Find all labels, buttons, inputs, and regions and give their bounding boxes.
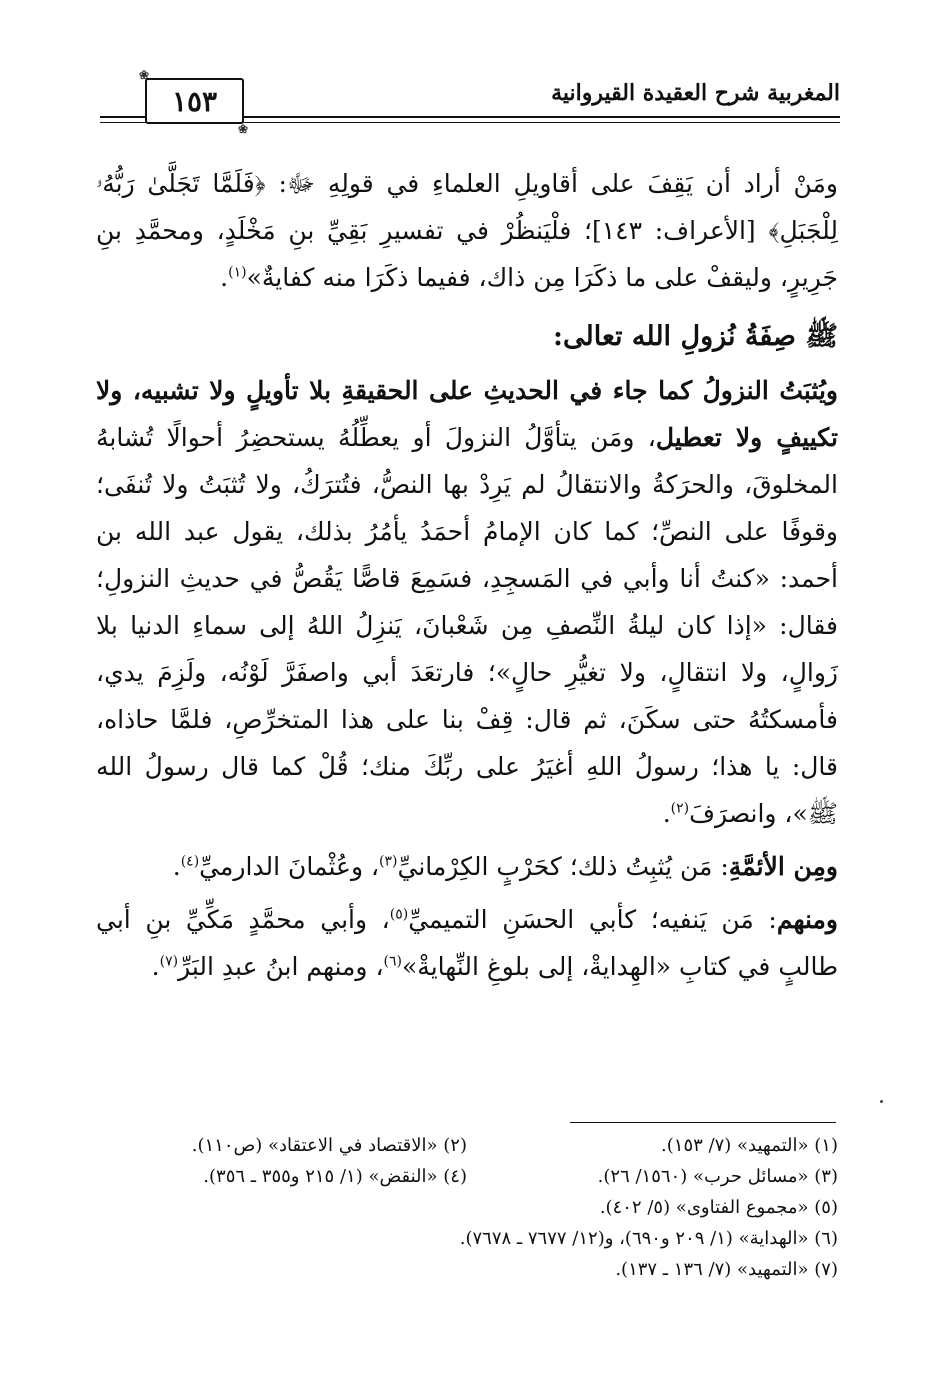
footnote-ref: (٦) [383, 953, 402, 970]
footnote-ref: (٢) [670, 800, 690, 817]
paragraph-text: ومَنْ أراد أن يَقِفَ على أقاويلِ العلماءِ في قولِهِ ﷻ: ﴿فَلَمَّا تَجَلَّىٰ رَبُّهُۥ لِلْجَبَلِ﴾ [الأعراف: ١٤٣]؛ فلْيَنظُرْ في تفسيرِ بَقِيِّ بنِ مَخْلَدٍ، ومحمَّدِ بنِ جَرِيرٍ، وليقفْ على ما ذكَرَا مِن ذاك، ففيما ذكَرَا منه كفايةٌ» [96, 169, 838, 292]
footnote: (٥) «مجموع الفتاوى» (٥/ ٤٠٢). [599, 1197, 838, 1218]
footnote-ref: (٣) [379, 853, 398, 870]
footnote-ref: (٤) [180, 853, 200, 870]
full-stop: . [662, 799, 671, 828]
main-text [96, 160, 838, 990]
paragraph [96, 843, 838, 890]
ornament-icon: ❀ [139, 68, 150, 82]
footnote-ref: (٧) [159, 953, 179, 970]
page-number-box [139, 68, 248, 136]
paragraph [96, 160, 838, 301]
footnotes [96, 1130, 838, 1285]
footnote: (٧) «التمهيد» (٧/ ١٣٦ ـ ١٣٧). [615, 1259, 838, 1280]
footnote: (١) «التمهيد» (٧/ ١٥٣). [661, 1135, 838, 1156]
ornament-icon: ❀ [237, 122, 248, 136]
paragraph-text: : مَن يَنفيه؛ كأبي الحسَنِ التميميِّ [408, 905, 777, 934]
section-heading: ﷺ صِفَةُ نُزولِ الله تعالى: [553, 321, 838, 352]
footnote-ref: (٥) [389, 906, 409, 923]
footnote: (٣) «مسائل حرب» (١٥٦٠/ ٢٦). [597, 1166, 838, 1187]
footnote-row [96, 1130, 838, 1161]
full-stop: . [220, 263, 229, 292]
book-title: المغربية شرح العقيدة القيروانية [551, 80, 840, 106]
footnote: (٢) «الاقتصاد في الاعتقاد» (ص١١٠). [191, 1135, 467, 1156]
full-stop: . [151, 952, 160, 981]
lead-word: ومنهم [776, 905, 838, 934]
footnote-row [96, 1161, 838, 1192]
paragraph-text: : مَن يُثبِتُ ذلك؛ كحَرْبٍ الكِرْمانيِّ [397, 852, 729, 881]
footnote-separator [570, 1122, 836, 1123]
margin-speck [880, 1100, 883, 1103]
footnote-ref: (١) [228, 264, 247, 281]
paragraph-text: ، ومَن يتأوَّلُ النزولَ أو يعطِّلُهُ يستحضِرُ أحوالًا تُشابهُ المخلوقَ، والحرَكةُ والانتقالُ لم يَرِدْ بها النصُّ، فتُترَكُ، ولا تُثبَتُ ولا تُنفَى؛ وقوفًا على النصِّ؛ كما كان الإمامُ أحمَدُ يأمُرُ بذلك، يقول عبد الله بن أحمد: «كنتُ أنا وأبي في المَسجِدِ، فسَمِعَ قاصًّا يَقُصُّ في حديثِ النزولِ؛ فقال: «إذا كان ليلةُ النِّصفِ مِن شَعْبانَ، يَنزِلُ اللهُ إلى سماءِ الدنيا بلا زَوالٍ، ولا انتقالٍ، ولا تغيُّرِ حالٍ»؛ فارتعَدَ أبي واصفَرَّ لَوْنُه، ولَزِمَ يدي، فأمسكتُهُ حتى سكَنَ، ثم قال: قِفْ بنا على هذا المتخرِّصِ، فلمَّا حاذاه، قال: يا هذا؛ رسولُ اللهِ أغيَرُ على ربِّكَ منك؛ قُلْ كما قال رسولُ الله ﷺ»، وانصرَفَ [96, 423, 838, 828]
paragraph-text: ، ومنهم ابنُ عبدِ البَرِّ [178, 952, 384, 981]
matn-text: ويُثبَتُ النزولُ كما جاء في الحديثِ على الحقيقةِ بلا تأويلٍ ولا تشبيه، ولا تكييفٍ ولا تعطيل [96, 376, 838, 452]
footnote: (٤) «النقض» (١/ ٢١٥ و٣٥٥ ـ ٣٥٦). [203, 1166, 467, 1187]
paragraph [96, 367, 838, 837]
paragraph [96, 896, 838, 990]
page-number: ١٥٣ [171, 84, 218, 118]
running-header [100, 68, 840, 136]
footnote: (٦) «الهداية» (١/ ٢٠٩ و٦٩٠)، و(١٢/ ٧٦٧٧ ـ ٧٦٧٨). [459, 1228, 838, 1249]
paragraph-text: ، وأبي محمَّدٍ مَكِّيِّ بنِ أبي طالبٍ في كتابِ «الهِدايةْ، إلى بلوغِ النِّهايةْ» [96, 905, 838, 981]
lead-word: ومِن الأئمَّةِ [728, 852, 838, 881]
paragraph-text: ، وعُثْمانَ الدارميِّ [199, 852, 380, 881]
full-stop: . [172, 852, 181, 881]
